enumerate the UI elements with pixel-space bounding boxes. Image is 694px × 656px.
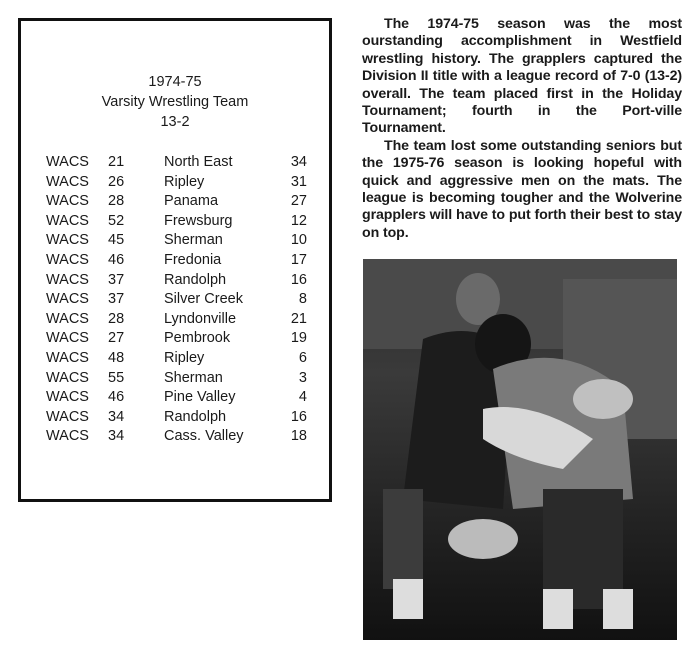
opponent-score: 16	[290, 271, 307, 288]
schedule-team-name: Varsity Wrestling Team	[101, 94, 249, 110]
opponent-name: Frewsburg	[164, 212, 233, 229]
opponent-name: Sherman	[164, 232, 223, 249]
opponent-score: 17	[290, 252, 307, 268]
opponent-score: 27	[290, 193, 307, 210]
schedule-row	[21, 232, 329, 251]
team-score: 28	[108, 310, 125, 327]
opponent-name: Lyndonville	[164, 310, 237, 327]
team-name: WACS	[46, 271, 89, 288]
schedule-row	[21, 409, 329, 428]
opponent-score: 10	[290, 232, 307, 249]
team-name: WACS	[46, 252, 89, 268]
opponent-name: North East	[164, 154, 233, 170]
team-score: 45	[108, 232, 125, 249]
schedule-row	[21, 389, 329, 408]
team-name: WACS	[46, 154, 89, 170]
opponent-name: Pine Valley	[164, 389, 236, 406]
opponent-score: 12	[290, 212, 307, 229]
team-score: 34	[108, 408, 125, 425]
schedule-row	[21, 291, 329, 310]
opponent-name: Fredonia	[164, 252, 222, 268]
team-name: WACS	[46, 350, 89, 366]
schedule-row	[21, 154, 329, 173]
opponent-score: 6	[298, 350, 307, 366]
team-score: 28	[108, 193, 125, 210]
team-score: 34	[108, 428, 125, 445]
opponent-name: Randolph	[164, 271, 227, 288]
wrestling-photo	[363, 259, 677, 640]
article-text	[362, 16, 682, 242]
team-name: WACS	[46, 330, 89, 347]
team-name: WACS	[46, 291, 89, 308]
team-name: WACS	[46, 428, 89, 445]
schedule-row	[21, 311, 329, 330]
team-name: WACS	[46, 232, 89, 249]
schedule-row	[21, 272, 329, 291]
article-paragraph: The team lost some outstanding seniors but the 1975-76 season is looking hopeful with quick and aggressive men on the mats. The league is becoming tougher and the Wolverine grapplers will have to put forth their best to stay on top.	[362, 137, 682, 241]
opponent-score: 4	[298, 389, 307, 406]
opponent-score: 3	[298, 369, 307, 386]
team-name: WACS	[46, 310, 89, 327]
team-name: WACS	[46, 193, 89, 210]
opponent-name: Pembrook	[164, 330, 231, 347]
opponent-name: Randolph	[164, 408, 227, 425]
team-score: 46	[108, 389, 125, 406]
schedule-box	[18, 18, 332, 502]
opponent-score: 34	[290, 154, 307, 170]
opponent-score: 16	[290, 408, 307, 425]
team-name: WACS	[46, 173, 89, 190]
team-score: 55	[108, 369, 125, 386]
team-score: 37	[108, 291, 125, 308]
opponent-score: 21	[290, 310, 307, 327]
team-score: 46	[108, 252, 125, 268]
opponent-score: 19	[290, 330, 307, 347]
schedule-row	[21, 174, 329, 193]
opponent-score: 8	[298, 291, 307, 308]
team-score: 37	[108, 271, 125, 288]
team-score: 48	[108, 350, 125, 366]
opponent-name: Silver Creek	[164, 291, 243, 308]
schedule-record: 13-2	[160, 114, 190, 130]
opponent-name: Panama	[164, 193, 219, 210]
schedule-row	[21, 252, 329, 271]
team-name: WACS	[46, 369, 89, 386]
article-paragraph: The 1974-75 season was the most ourstanding accomplishment in Westfield wrestling history. The grapplers captured the Division II title with a league record of 7-0 (13-2) overall. The team placed first in the Holiday Tournament; fourth in the Port-ville Tournament.	[362, 16, 682, 137]
schedule-year: 1974-75	[148, 74, 202, 90]
team-score: 27	[108, 330, 125, 347]
team-name: WACS	[46, 212, 89, 229]
opponent-name: Ripley	[164, 173, 205, 190]
opponent-name: Sherman	[164, 369, 223, 386]
team-score: 26	[108, 173, 125, 190]
team-score: 52	[108, 212, 125, 229]
team-score: 21	[108, 154, 125, 170]
team-name: WACS	[46, 408, 89, 425]
schedule-row	[21, 330, 329, 349]
schedule-row	[21, 213, 329, 232]
schedule-row	[21, 370, 329, 389]
opponent-score: 31	[290, 173, 307, 190]
schedule-row	[21, 428, 329, 447]
schedule-row	[21, 193, 329, 212]
schedule-row	[21, 350, 329, 369]
opponent-name: Ripley	[164, 350, 205, 366]
wrestlers-image	[363, 259, 677, 640]
opponent-name: Cass. Valley	[164, 428, 244, 445]
team-name: WACS	[46, 389, 89, 406]
opponent-score: 18	[290, 428, 307, 445]
